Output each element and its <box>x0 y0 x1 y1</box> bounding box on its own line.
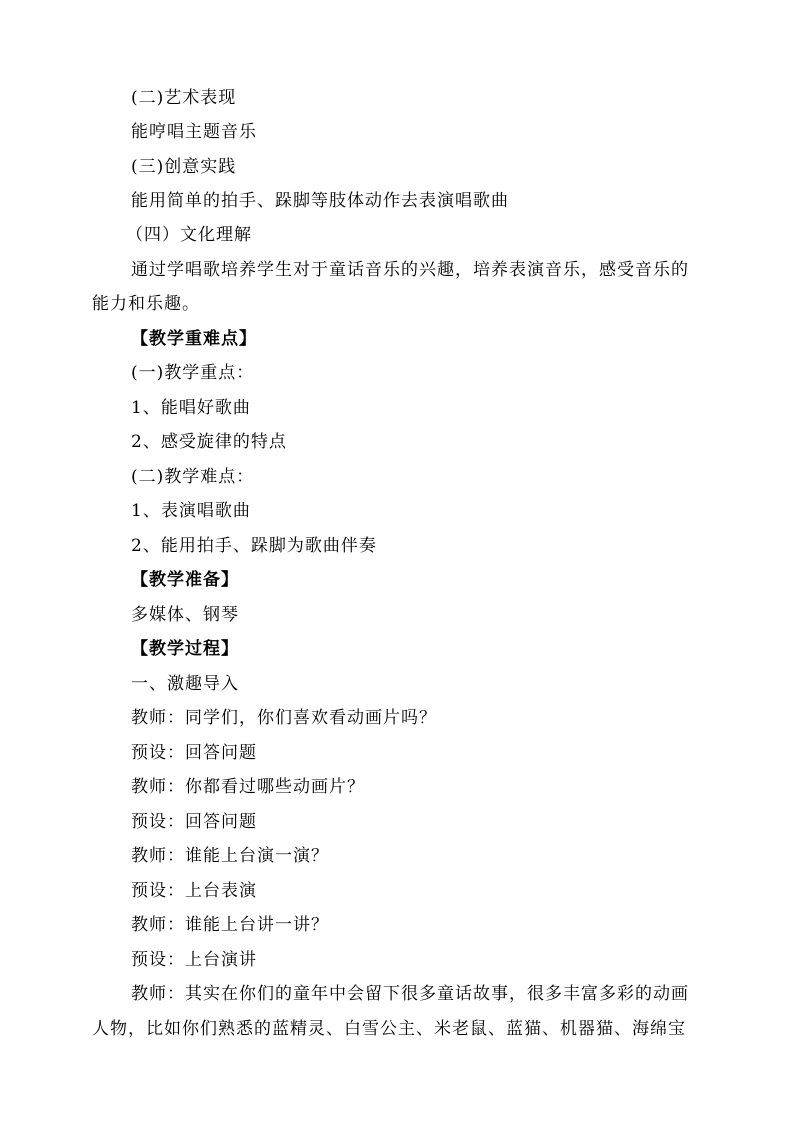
dialogue-line: 预设：回答问题 <box>131 743 257 763</box>
subsection-creative-practice: (三)创意实践 <box>131 157 237 177</box>
dialogue-line: 教师：谁能上台讲一讲？ <box>131 915 329 935</box>
subsection-cultural-understanding: （四）文化理解 <box>126 225 252 245</box>
paragraph: 能用简单的拍手、跺脚等肢体动作去表演唱歌曲 <box>131 191 509 211</box>
subsection-key-points: (一)教学重点： <box>131 363 255 383</box>
subsection-introduction: 一、激趣导入 <box>131 674 239 694</box>
dialogue-line: 预设：上台演讲 <box>131 950 257 970</box>
paragraph: 多媒体、钢琴 <box>131 605 239 625</box>
list-item: 1、表演唱歌曲 <box>131 501 251 521</box>
section-heading-preparation: 【教学准备】 <box>131 570 239 590</box>
dialogue-line: 教师：其实在你们的童年中会留下很多童话故事，很多丰富多彩的动画 <box>131 984 689 1004</box>
paragraph: 能哼唱主题音乐 <box>131 122 257 142</box>
list-item: 2、能用拍手、跺脚为歌曲伴奏 <box>131 536 377 556</box>
dialogue-line: 教师：同学们，你们喜欢看动画片吗？ <box>131 708 437 728</box>
list-item: 2、感受旋律的特点 <box>131 432 287 452</box>
paragraph-continuation: 能力和乐趣。 <box>92 294 200 314</box>
section-heading-process: 【教学过程】 <box>131 639 239 659</box>
dialogue-line: 教师：谁能上台演一演？ <box>131 846 329 866</box>
subsection-art-expression: (二)艺术表现 <box>131 88 237 108</box>
paragraph: 通过学唱歌培养学生对于童话音乐的兴趣，培养表演音乐，感受音乐的 <box>131 260 689 280</box>
subsection-difficult-points: (二)教学难点： <box>131 467 255 487</box>
list-item: 1、能唱好歌曲 <box>131 398 251 418</box>
dialogue-line: 预设：上台表演 <box>131 881 257 901</box>
paragraph-continuation: 人物，比如你们熟悉的蓝精灵、白雪公主、米老鼠、蓝猫、机器猫、海绵宝 <box>92 1019 686 1039</box>
dialogue-line: 教师：你都看过哪些动画片？ <box>131 777 365 797</box>
dialogue-line: 预设：回答问题 <box>131 812 257 832</box>
section-heading-key-points: 【教学重难点】 <box>131 329 257 349</box>
